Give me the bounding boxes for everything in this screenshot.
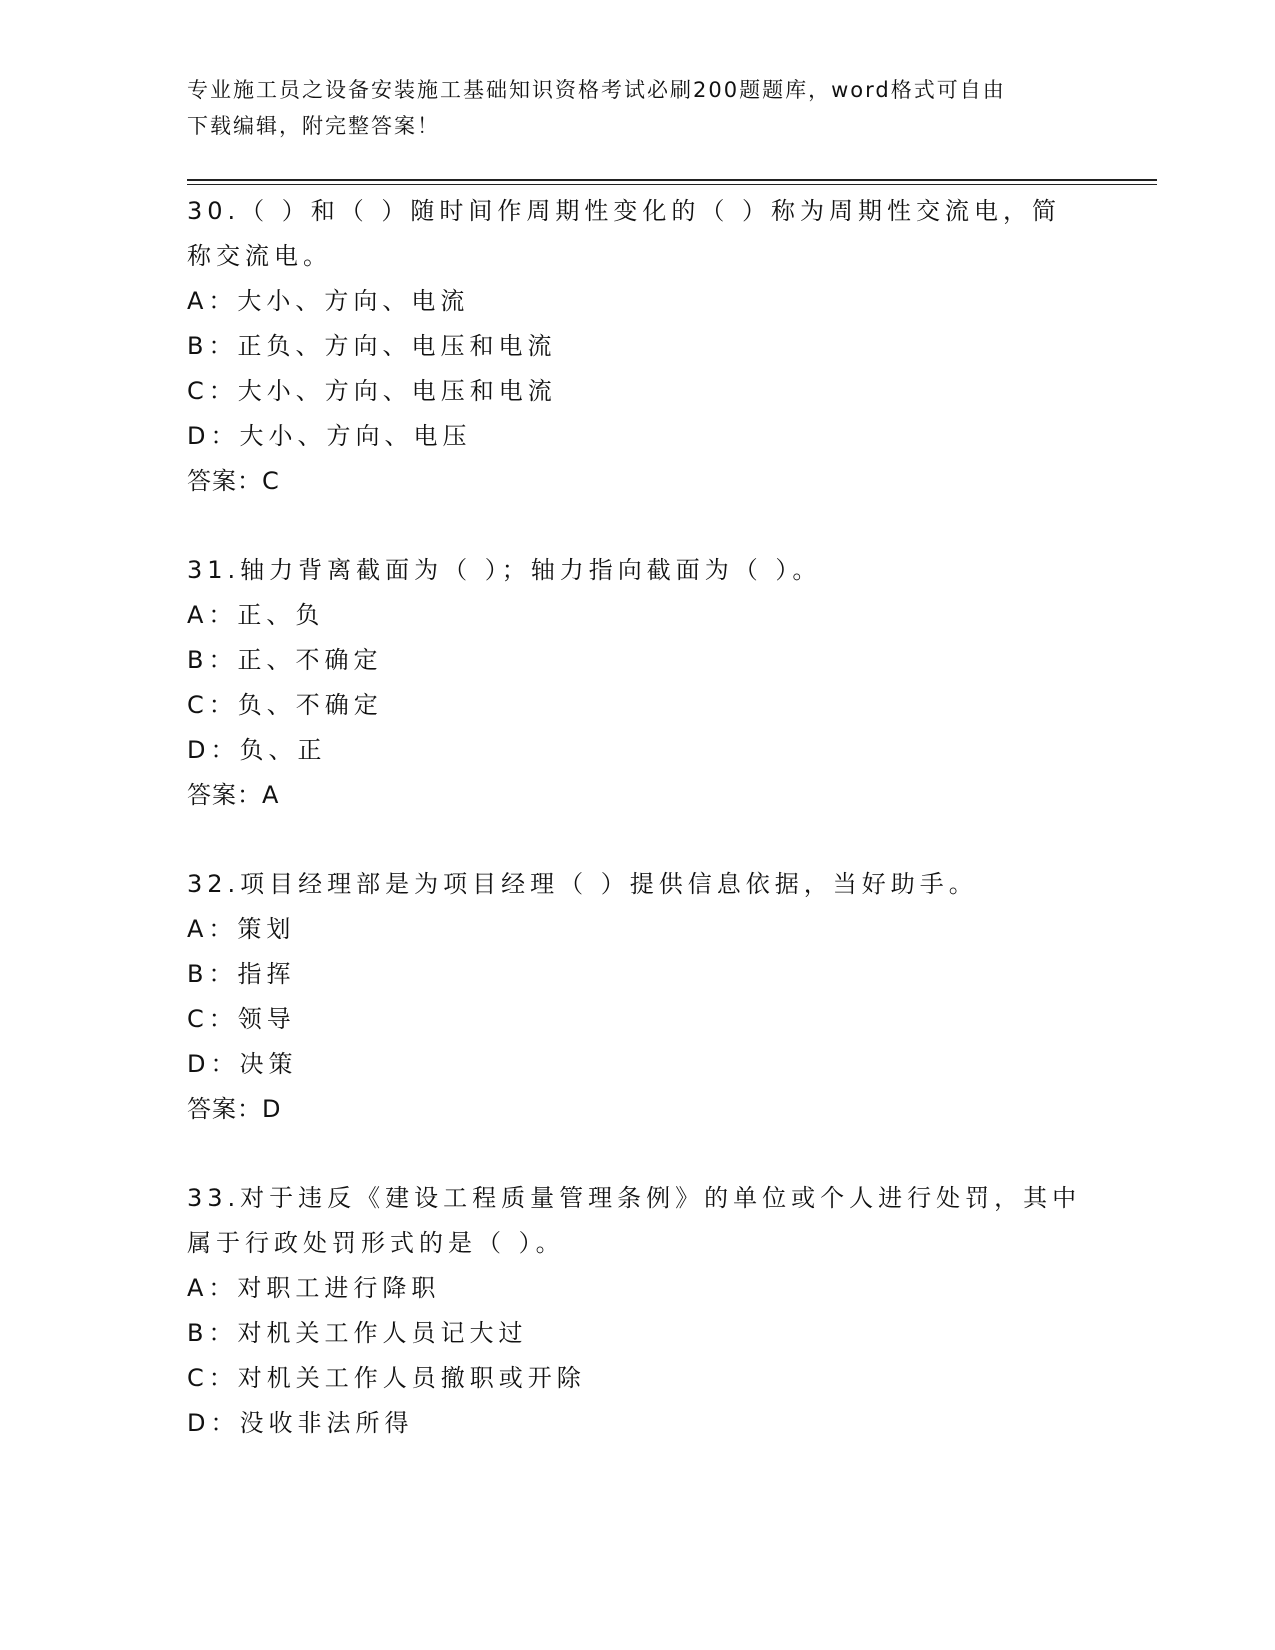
option-d: D：没收非法所得 bbox=[187, 1409, 414, 1437]
header-divider-thin bbox=[187, 184, 1157, 185]
question-31 bbox=[187, 548, 1087, 818]
answer: 答案：C bbox=[187, 467, 280, 495]
option-b: B：正负、方向、电压和电流 bbox=[187, 332, 557, 360]
question-text-line-1: 31.轴力背离截面为（ ）；轴力指向截面为（ ）。 bbox=[187, 556, 822, 584]
question-text-line-2: 称交流电。 bbox=[187, 242, 332, 270]
header-line-2: 下载编辑，附完整答案！ bbox=[187, 114, 440, 138]
option-b: B：正、不确定 bbox=[187, 646, 383, 674]
option-a: A：大小、方向、电流 bbox=[187, 287, 470, 315]
answer: 答案：A bbox=[187, 781, 280, 809]
option-c: C：领导 bbox=[187, 1005, 296, 1033]
answer: 答案：D bbox=[187, 1095, 282, 1123]
question-text-line-1: 32.项目经理部是为项目经理（ ）提供信息依据，当好助手。 bbox=[187, 870, 978, 898]
question-33 bbox=[187, 1176, 1087, 1446]
question-30 bbox=[187, 189, 1087, 504]
option-a: A：策划 bbox=[187, 915, 296, 943]
question-text-line-1: 30.（ ）和（ ）随时间作周期性变化的（ ）称为周期性交流电，简 bbox=[187, 197, 1062, 225]
option-c: C：负、不确定 bbox=[187, 691, 383, 719]
question-list bbox=[187, 189, 1087, 1490]
option-d: D：大小、方向、电压 bbox=[187, 422, 472, 450]
option-c: C：对机关工作人员撤职或开除 bbox=[187, 1364, 586, 1392]
question-text-line-2: 属于行政处罚形式的是（ ）。 bbox=[187, 1229, 565, 1257]
header-line-1: 专业施工员之设备安装施工基础知识资格考试必刷200题题库，word格式可自由 bbox=[187, 78, 1006, 102]
question-32 bbox=[187, 862, 1087, 1132]
option-a: A：正、负 bbox=[187, 601, 325, 629]
option-d: D：决策 bbox=[187, 1050, 298, 1078]
option-b: B：对机关工作人员记大过 bbox=[187, 1319, 528, 1347]
document-header bbox=[187, 72, 1087, 144]
option-d: D：负、正 bbox=[187, 736, 327, 764]
option-a: A：对职工进行降职 bbox=[187, 1274, 441, 1302]
header-divider-thick bbox=[187, 179, 1157, 181]
option-b: B：指挥 bbox=[187, 960, 296, 988]
option-c: C：大小、方向、电压和电流 bbox=[187, 377, 557, 405]
question-text-line-1: 33.对于违反《建设工程质量管理条例》的单位或个人进行处罚，其中 bbox=[187, 1184, 1082, 1212]
